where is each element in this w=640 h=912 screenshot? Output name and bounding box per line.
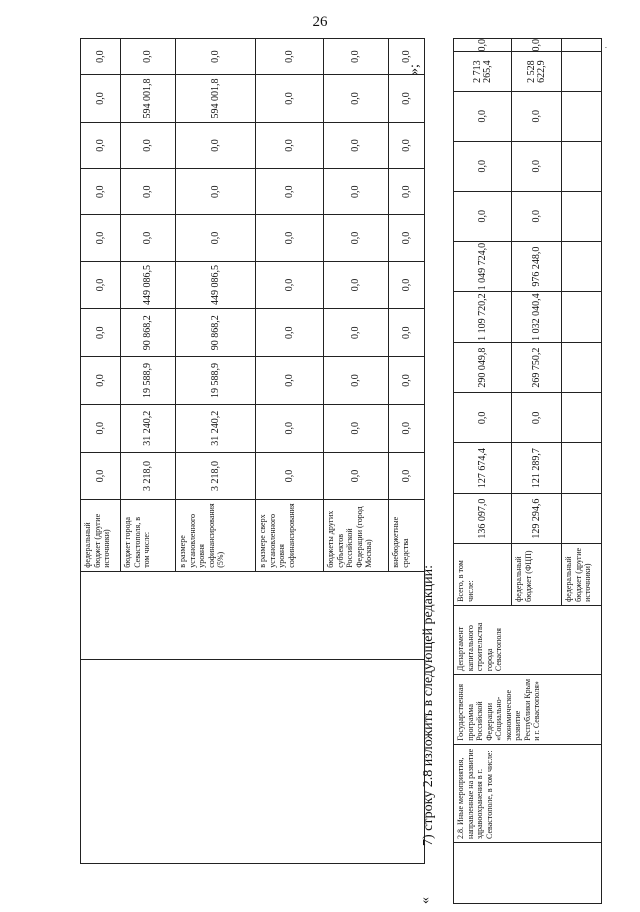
upper-value-cell: 0,0 (81, 404, 121, 452)
upper-value-cell: 90 868,2 (176, 309, 256, 357)
upper-value-cell: 0,0 (324, 122, 389, 168)
lower-value-cell: 0,0 (454, 191, 512, 241)
lower-value-cell (562, 91, 602, 141)
upper-value-cell: 0,0 (389, 261, 425, 309)
upper-value-cell: 0,0 (389, 357, 425, 405)
upper-value-cell: 0,0 (389, 122, 425, 168)
lower-value-cell (562, 292, 602, 343)
lower-value-cell: 136 097,0 (454, 493, 512, 544)
upper-value-cell: 0,0 (81, 357, 121, 405)
lower-empty-cell (454, 842, 602, 903)
upper-value-cell: 0,0 (389, 75, 425, 123)
lower-value-cell: 0,0 (454, 393, 512, 443)
upper-value-cell: 0,0 (256, 309, 324, 357)
lower-value-cell (562, 342, 602, 393)
upper-value-cell: 0,0 (81, 215, 121, 261)
lower-row-label: Всего, в том числе: (454, 544, 512, 606)
upper-row-label: бюджеты других субъектов Российской Федерации (город Москва) (324, 500, 389, 571)
scan-mark: · (601, 46, 611, 49)
upper-value-cell: 0,0 (256, 169, 324, 215)
upper-last-value-cell: 0,0 (176, 39, 256, 75)
upper-value-cell: 0,0 (81, 75, 121, 123)
lower-value-cell (562, 493, 602, 544)
lower-value-cell: 1 032 040,4 (512, 292, 562, 343)
upper-value-cell: 594 001,8 (176, 75, 256, 123)
lower-value-cell (562, 241, 602, 292)
upper-value-cell: 0,0 (81, 309, 121, 357)
upper-value-cell: 0,0 (256, 122, 324, 168)
lower-value-cell (562, 39, 602, 53)
upper-value-cell: 0,0 (256, 215, 324, 261)
upper-row-label: внебюджетные средства (389, 500, 425, 571)
upper-value-cell: 0,0 (81, 122, 121, 168)
upper-value-cell: 0,0 (121, 122, 176, 168)
upper-value-cell: 0,0 (121, 215, 176, 261)
upper-value-cell: 0,0 (389, 215, 425, 261)
upper-value-cell: 0,0 (256, 75, 324, 123)
lower-value-cell: 0,0 (512, 39, 562, 53)
lower-value-cell: 2 713 265,4 (454, 52, 512, 91)
page-number: 26 (312, 14, 328, 30)
lower-value-cell: 129 294,6 (512, 493, 562, 544)
upper-empty-cell-a (81, 660, 425, 864)
lower-value-cell: 127 674,4 (454, 443, 512, 494)
upper-value-cell: 0,0 (176, 215, 256, 261)
upper-value-cell: 0,0 (324, 309, 389, 357)
upper-value-cell: 0,0 (389, 169, 425, 215)
upper-row-label: в размере установленного уровня софинансирования (5%) (176, 500, 256, 571)
upper-value-cell: 0,0 (81, 261, 121, 309)
rotated-landscape-content (80, 38, 640, 904)
lower-value-cell: 0,0 (512, 141, 562, 191)
lower-value-cell: 976 248,0 (512, 241, 562, 292)
lower-budget-table (453, 38, 602, 904)
lower-value-cell: 0,0 (454, 141, 512, 191)
upper-row-label: бюджет города Севастополя, в том числе: (121, 500, 176, 571)
amendment-heading: 7) строку 2.8 изложить в следующей редакции: (421, 564, 436, 846)
upper-value-cell: 594 001,8 (121, 75, 176, 123)
upper-row-label: федеральный бюджет (другие источники) (81, 500, 121, 571)
upper-budget-table (80, 38, 425, 864)
lower-row-label: федеральный бюджет (другие источники) (562, 544, 602, 606)
upper-value-cell: 449 086,5 (176, 261, 256, 309)
upper-value-cell: 0,0 (389, 309, 425, 357)
upper-value-cell: 0,0 (256, 357, 324, 405)
upper-value-cell: 0,0 (324, 404, 389, 452)
upper-value-cell: 0,0 (324, 357, 389, 405)
upper-value-cell: 0,0 (389, 452, 425, 500)
upper-value-cell: 0,0 (81, 169, 121, 215)
lower-value-cell (562, 443, 602, 494)
program-cell: Государственная программа Российской Федерации «Социально-экономическое развитие Республики Крым и г. Севастополя» (454, 675, 602, 745)
upper-last-value-cell: 0,0 (389, 39, 425, 75)
lower-value-cell: 0,0 (512, 91, 562, 141)
upper-value-cell: 0,0 (389, 404, 425, 452)
upper-value-cell: 0,0 (256, 261, 324, 309)
lower-value-cell: 269 750,2 (512, 342, 562, 393)
upper-last-value-cell: 0,0 (256, 39, 324, 75)
upper-last-value-cell: 0,0 (81, 39, 121, 75)
measure-name-cell: 2.8. Иные мероприятия, направленные на развитие здравоохранения в г. Севастополе, в том числе: (454, 744, 602, 842)
upper-value-cell: 0,0 (256, 404, 324, 452)
upper-last-value-cell: 0,0 (324, 39, 389, 75)
upper-value-cell: 3 218,0 (121, 452, 176, 500)
upper-value-cell: 0,0 (324, 169, 389, 215)
upper-value-cell: 449 086,5 (121, 261, 176, 309)
upper-value-cell: 19 588,9 (176, 357, 256, 405)
upper-value-cell: 0,0 (324, 75, 389, 123)
upper-value-cell: 0,0 (324, 261, 389, 309)
closing-quote: »; (407, 64, 422, 75)
upper-value-cell: 0,0 (324, 452, 389, 500)
upper-value-cell: 0,0 (324, 215, 389, 261)
lower-value-cell: 1 109 720,2 (454, 292, 512, 343)
lower-value-cell: 0,0 (512, 191, 562, 241)
upper-empty-cell-b (81, 571, 425, 660)
upper-last-value-cell: 0,0 (121, 39, 176, 75)
upper-value-cell: 0,0 (176, 122, 256, 168)
upper-value-cell: 31 240,2 (121, 404, 176, 452)
lower-value-cell: 121 289,7 (512, 443, 562, 494)
opening-quote: « (418, 897, 433, 904)
lower-value-cell (562, 141, 602, 191)
upper-value-cell: 0,0 (176, 169, 256, 215)
executor-cell: Департамент капитального строительства города Севастополя (454, 605, 602, 674)
lower-row-label: федеральный бюджет (ФЦП) (512, 544, 562, 606)
upper-value-cell: 0,0 (81, 452, 121, 500)
lower-value-cell (562, 393, 602, 443)
upper-value-cell: 0,0 (121, 169, 176, 215)
lower-value-cell: 0,0 (454, 39, 512, 53)
upper-value-cell: 0,0 (256, 452, 324, 500)
upper-value-cell: 90 868,2 (121, 309, 176, 357)
lower-value-cell: 2 528 622,9 (512, 52, 562, 91)
upper-value-cell: 3 218,0 (176, 452, 256, 500)
lower-value-cell: 290 049,8 (454, 342, 512, 393)
lower-value-cell: 1 049 724,0 (454, 241, 512, 292)
upper-value-cell: 31 240,2 (176, 404, 256, 452)
lower-value-cell (562, 191, 602, 241)
upper-value-cell: 19 588,9 (121, 357, 176, 405)
lower-value-cell: 0,0 (512, 393, 562, 443)
lower-value-cell: 0,0 (454, 91, 512, 141)
upper-row-label: в размере сверх установленного уровня софинансирования (256, 500, 324, 571)
lower-value-cell (562, 52, 602, 91)
